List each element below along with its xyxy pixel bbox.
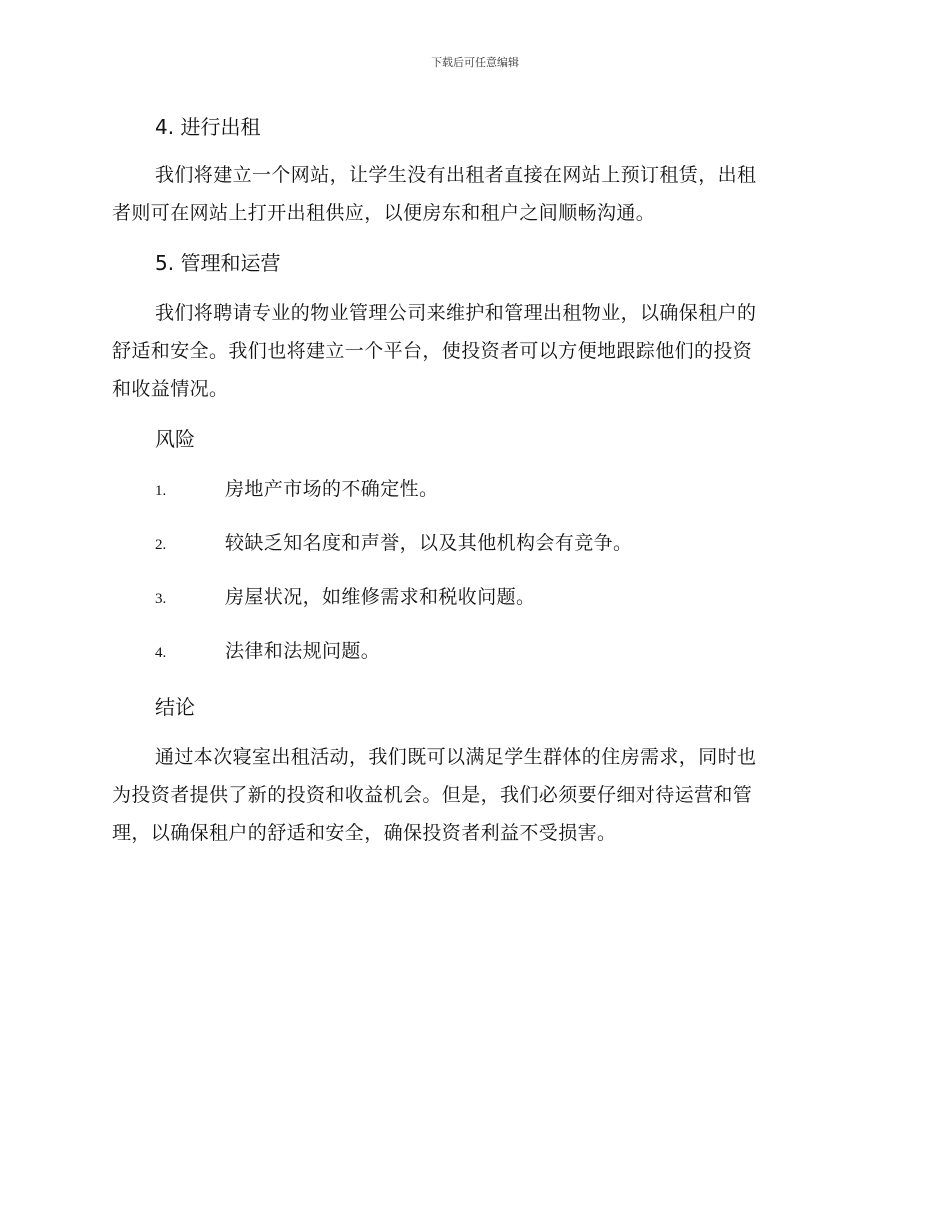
list-item-number: 2. — [155, 537, 167, 553]
risk-list — [112, 474, 832, 690]
section-heading-rental: 4. 进行出租 — [155, 115, 261, 139]
list-item-text: 房地产市场的不确定性。 — [225, 478, 439, 500]
section-paragraph-management — [112, 294, 832, 408]
paragraph-line: 理，以确保租户的舒适和安全，确保投资者利益不受损害。 — [112, 822, 617, 844]
section-paragraph-conclusion — [112, 738, 832, 852]
list-item — [112, 636, 832, 690]
paragraph-line: 者则可在网站上打开出租供应，以便房东和租户之间顺畅沟通。 — [112, 202, 656, 224]
list-item-text: 房屋状况，如维修需求和税收问题。 — [225, 586, 536, 608]
list-item — [112, 474, 832, 528]
paragraph-line: 通过本次寝室出租活动，我们既可以满足学生群体的住房需求，同时也 — [155, 746, 757, 768]
page-header: 下载后可任意编辑 — [431, 56, 519, 69]
document-body — [112, 112, 832, 852]
paragraph-line: 我们将建立一个网站，让学生没有出租者直接在网站上预订租赁，出租 — [155, 164, 757, 186]
section-heading-conclusion: 结论 — [155, 695, 195, 719]
paragraph-line: 舒适和安全。我们也将建立一个平台，使投资者可以方便地跟踪他们的投资 — [112, 340, 753, 362]
section-paragraph-rental — [112, 156, 832, 232]
paragraph-line: 我们将聘请专业的物业管理公司来维护和管理出租物业，以确保租户的 — [155, 302, 757, 324]
list-item-text: 法律和法规问题。 — [225, 640, 381, 662]
section-heading-management: 5. 管理和运营 — [155, 251, 281, 275]
list-item-text: 较缺乏知名度和声誉，以及其他机构会有竞争。 — [225, 532, 633, 554]
list-item-number: 4. — [155, 645, 167, 661]
list-item — [112, 582, 832, 636]
section-heading-risk: 风险 — [155, 427, 195, 451]
paragraph-line: 为投资者提供了新的投资和收益机会。但是，我们必须要仔细对待运营和管 — [112, 784, 753, 806]
list-item-number: 1. — [155, 483, 167, 499]
paragraph-line: 和收益情况。 — [112, 378, 229, 400]
list-item — [112, 528, 832, 582]
list-item-number: 3. — [155, 591, 167, 607]
